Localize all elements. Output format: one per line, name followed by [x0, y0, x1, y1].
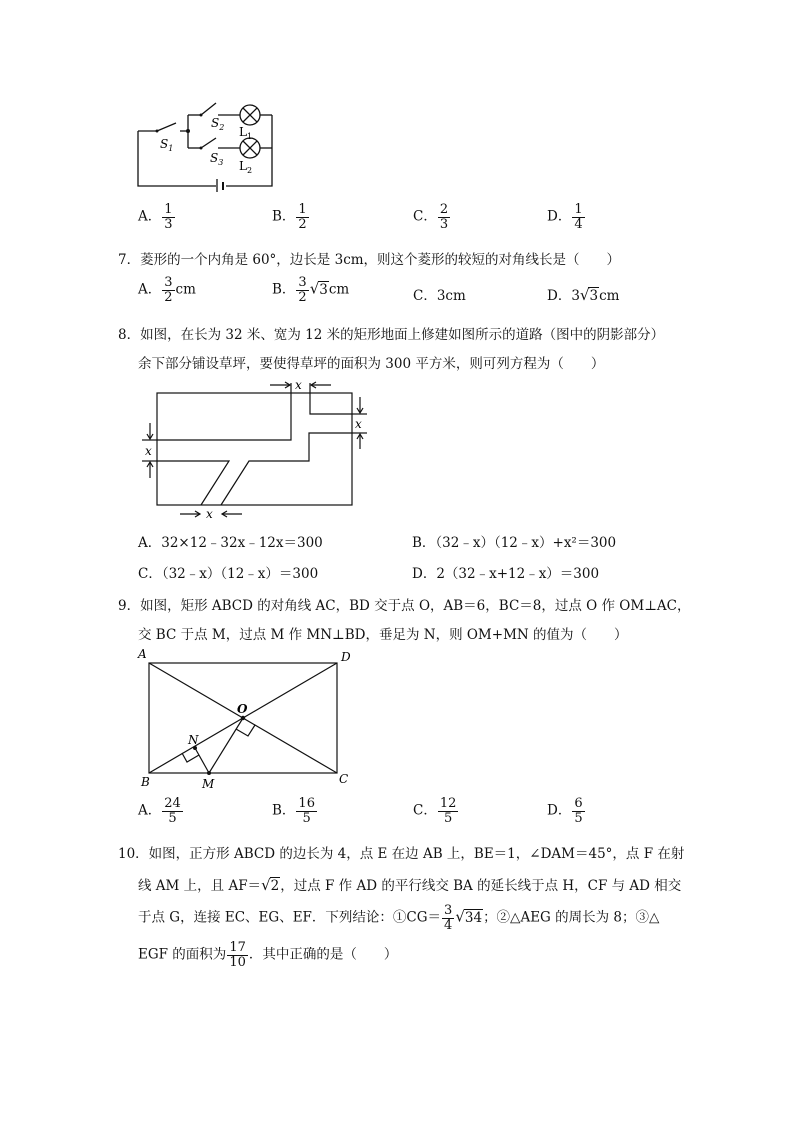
text-segment: ．其中正确的是（ ）	[248, 946, 398, 963]
option-letter: D．	[547, 208, 572, 225]
s2-label: S	[211, 116, 220, 130]
unit: cm	[599, 288, 620, 304]
text-segment: ，过点 F 作 AD 的平行线交 BA 的延长线于点 H，CF 与 AD 相交	[280, 878, 682, 894]
radicand: 2	[270, 878, 280, 894]
unit: cm	[328, 281, 350, 298]
denominator: 2	[298, 216, 307, 232]
denominator: 3	[164, 216, 173, 232]
point-label-m: M	[202, 777, 215, 791]
text-segment: 于点 G，连接 EC、EG、EF．下列结论：①CG＝	[138, 909, 442, 926]
q9-stem-line2: 交 BC 于点 M，过点 M 作 MN⊥BD，垂足为 N，则 OM+MN 的值为（ ）	[138, 627, 628, 643]
option-letter: C．	[413, 288, 437, 304]
q9-option-a[interactable]	[138, 797, 184, 825]
denominator: 2	[298, 289, 307, 305]
unit: cm	[175, 281, 196, 298]
x-label-top: x	[295, 378, 302, 392]
l1-label: L	[239, 125, 247, 139]
l2-label: L	[239, 159, 247, 173]
option-letter: C．	[413, 802, 437, 819]
denominator: 3	[439, 216, 449, 232]
numerator: 1	[164, 202, 173, 217]
l1-sub: 1	[246, 132, 253, 141]
q8-stem-line1: 8．如图，在长为 32 米、宽为 12 米的矩形地面上修建如图所示的道路（图中的阴影部分）	[118, 327, 665, 343]
point-label-n: N	[188, 733, 199, 747]
q9-option-c[interactable]	[413, 797, 459, 825]
numerator: 1	[574, 202, 583, 217]
s1-label: S	[160, 137, 169, 151]
q7-option-b[interactable]: B． $\frac{3}{2}$ √3cm	[272, 275, 350, 305]
point-label-d: D	[341, 650, 351, 664]
denominator: 5	[302, 810, 311, 826]
option-letter: B．	[272, 281, 296, 298]
q8-option-c[interactable]: C．（32﹣x）（12﹣x）＝300	[138, 566, 319, 582]
denominator: 5	[574, 810, 583, 826]
q8-option-b[interactable]: B．（32﹣x）（12﹣x）+x²＝300	[412, 535, 617, 551]
option-letter: A．	[138, 802, 162, 819]
svg-text:L1	[239, 125, 252, 141]
denominator: 2	[164, 289, 173, 305]
q8-option-d[interactable]: D．2（32﹣x+12﹣x）＝300	[412, 566, 600, 582]
denominator: 10	[229, 954, 246, 970]
q6-option-c[interactable]	[413, 203, 451, 231]
numerator: 3	[164, 275, 173, 290]
q6-option-d[interactable]	[547, 203, 586, 231]
l2-sub: 2	[246, 166, 253, 175]
option-letter: B．	[272, 208, 296, 225]
q9-stem-line1: 9．如图，矩形 ABCD 的对角线 AC，BD 交于点 O，AB＝6，BC＝8，过点 O 作 OM⊥AC，	[118, 598, 691, 614]
svg-text:S2	[211, 116, 224, 132]
denominator: 4	[444, 917, 453, 933]
option-letter: A．	[138, 208, 162, 225]
x-label-right: x	[355, 417, 362, 431]
radicand: 3	[319, 281, 328, 298]
option-letter: C．	[413, 208, 437, 225]
road-figure	[138, 375, 378, 523]
numerator: 16	[298, 796, 315, 811]
s2-sub: 2	[219, 123, 225, 132]
q8-stem-line2: 余下部分铺设草坪，要使得草坪的面积为 300 平方米，则可列方程为（ ）	[138, 356, 605, 372]
denominator: 5	[443, 810, 453, 826]
numerator: 12	[439, 796, 457, 811]
option-letter: B．	[272, 802, 296, 819]
s1-sub: 1	[168, 144, 174, 153]
q10-line3: 于点 G，连接 EC、EG、EF．下列结论：①CG＝ $\frac{3}{4}$ √34；②△AEG 的周长为 8；③△	[138, 903, 660, 933]
q9-option-d[interactable]	[547, 797, 586, 825]
numerator: 3	[444, 903, 453, 918]
option-letter: A．	[138, 281, 162, 298]
numerator: 3	[298, 275, 307, 290]
numerator: 6	[574, 796, 583, 811]
option-letter: D．	[547, 802, 572, 819]
numerator: 1	[298, 202, 307, 217]
s3-sub: 3	[218, 158, 224, 167]
radicand: 34	[464, 909, 483, 926]
q7-option-d[interactable]: D．3√3cm	[547, 286, 620, 304]
radicand: 3	[589, 288, 599, 304]
q9-option-b[interactable]	[272, 797, 318, 825]
point-label-c: C	[339, 772, 349, 786]
q7-option-a[interactable]	[138, 276, 196, 304]
numerator: 2	[439, 202, 449, 217]
denominator: 4	[574, 216, 583, 232]
q10-line1: 10．如图，正方形 ABCD 的边长为 4，点 E 在边 AB 上，BE＝1，∠DAM＝45°，点 F 在射	[118, 846, 685, 862]
svg-text:S3	[210, 151, 223, 167]
svg-text:L2	[239, 159, 252, 175]
point-label-a: A	[138, 647, 147, 661]
s3-label: S	[210, 151, 219, 165]
text-segment: 线 AM 上，且 AF＝	[138, 878, 262, 894]
option-text: 3cm	[436, 288, 466, 304]
point-label-b: B	[141, 775, 150, 789]
numerator: 17	[229, 940, 246, 955]
x-label-bottom: x	[206, 507, 213, 521]
rectangle-figure	[135, 645, 360, 795]
point-label-o: O	[237, 702, 248, 716]
q6-option-b[interactable]	[272, 203, 310, 231]
q10-line4	[138, 941, 397, 969]
option-letter: D．	[547, 288, 572, 304]
q6-option-a[interactable]	[138, 203, 176, 231]
q8-option-a[interactable]: A．32×12﹣32x﹣12x＝300	[138, 535, 323, 551]
denominator: 5	[168, 810, 177, 826]
svg-text:S1	[160, 137, 173, 153]
q7-option-c[interactable]	[413, 284, 466, 304]
x-label-left: x	[145, 444, 152, 458]
coefficient: 3	[571, 288, 580, 304]
text-segment: ；②△AEG 的周长为 8；③△	[483, 909, 660, 926]
numerator: 24	[164, 796, 181, 811]
text-segment: EGF 的面积为	[138, 946, 227, 963]
q7-stem: 7．菱形的一个内角是 60°，边长是 3cm，则这个菱形的较短的对角线长是（ ）	[118, 252, 621, 268]
circuit-diagram	[130, 95, 280, 193]
q10-line2: 线 AM 上，且 AF＝√2，过点 F 作 AD 的平行线交 BA 的延长线于点 H，CF 与 AD 相交	[138, 876, 682, 894]
